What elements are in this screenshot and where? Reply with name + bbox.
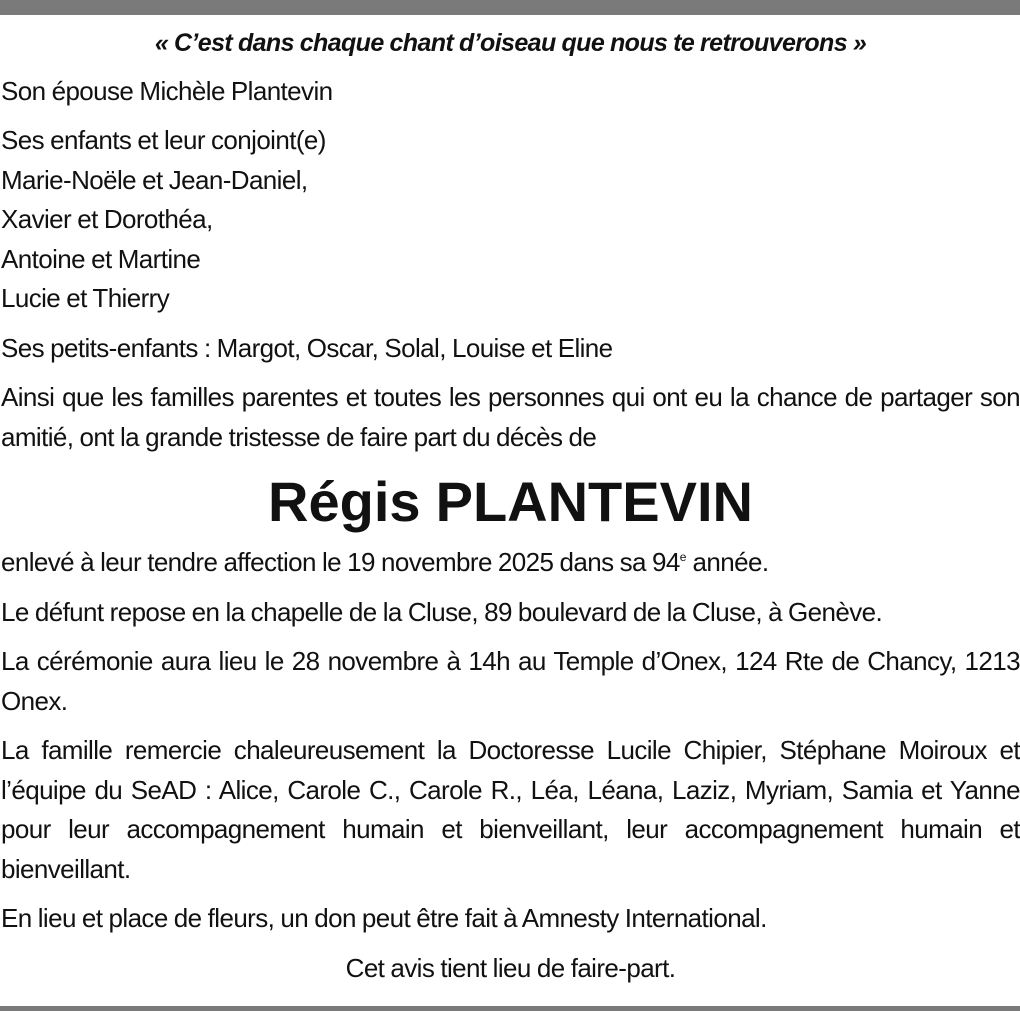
grandchildren-line: Ses petits-enfants : Margot, Oscar, Solal, Louise et Eline <box>1 332 613 363</box>
ordinal-suffix: e <box>679 550 687 564</box>
spouse-line: Son épouse Michèle Plantevin <box>1 75 333 106</box>
announcement-paragraph: Ainsi que les familles parentes et toutes les personnes qui ont eu la chance de partager son amitié, ont la grande tristesse de faire part du décès de <box>1 382 1020 452</box>
children-couple: Xavier et Dorothéa, <box>1 204 213 234</box>
children-block <box>1 121 1020 319</box>
death-line <box>1 543 1020 583</box>
ceremony-paragraph: La cérémonie aura lieu le 28 novembre à 14h au Temple d’Onex, 124 Rte de Chancy, 1213 Onex. <box>1 646 1020 716</box>
thanks-paragraph: La famille remercie chaleureusement la Doctoresse Lucile Chipier, Stéphane Moiroux et l’équipe du SeAD : Alice, Carole C., Carole R., Léa, Léana, Laziz, Myriam, Samia et Yanne pour leur accompagnement humain et bienveillant, leur accompagnement humain et bienveillant. <box>1 735 1020 884</box>
children-couple: Antoine et Martine <box>1 243 201 274</box>
repose-paragraph: Le défunt repose en la chapelle de la Cluse, 89 boulevard de la Cluse, à Genève. <box>1 596 883 627</box>
death-text: enlevé à leur tendre affection le 19 novembre 2025 dans sa 94 <box>1 547 680 577</box>
bottom-border <box>0 1006 1020 1011</box>
footer-note: Cet avis tient lieu de faire-part. <box>345 952 676 983</box>
children-heading: Ses enfants et leur conjoint(e) <box>1 125 326 155</box>
death-text-end: année. <box>686 547 769 577</box>
children-couple: Marie-Noële et Jean-Daniel, <box>1 164 308 195</box>
motto-quote: « C’est dans chaque chant d’oiseau que nous te retrouverons » <box>154 29 867 57</box>
donation-line: En lieu et place de fleurs, un don peut être fait à Amnesty International. <box>1 903 767 933</box>
deceased-name: Régis PLANTEVIN <box>268 470 753 533</box>
children-couple: Lucie et Thierry <box>1 283 170 313</box>
obituary-notice <box>1 24 1020 998</box>
top-border <box>0 0 1020 15</box>
